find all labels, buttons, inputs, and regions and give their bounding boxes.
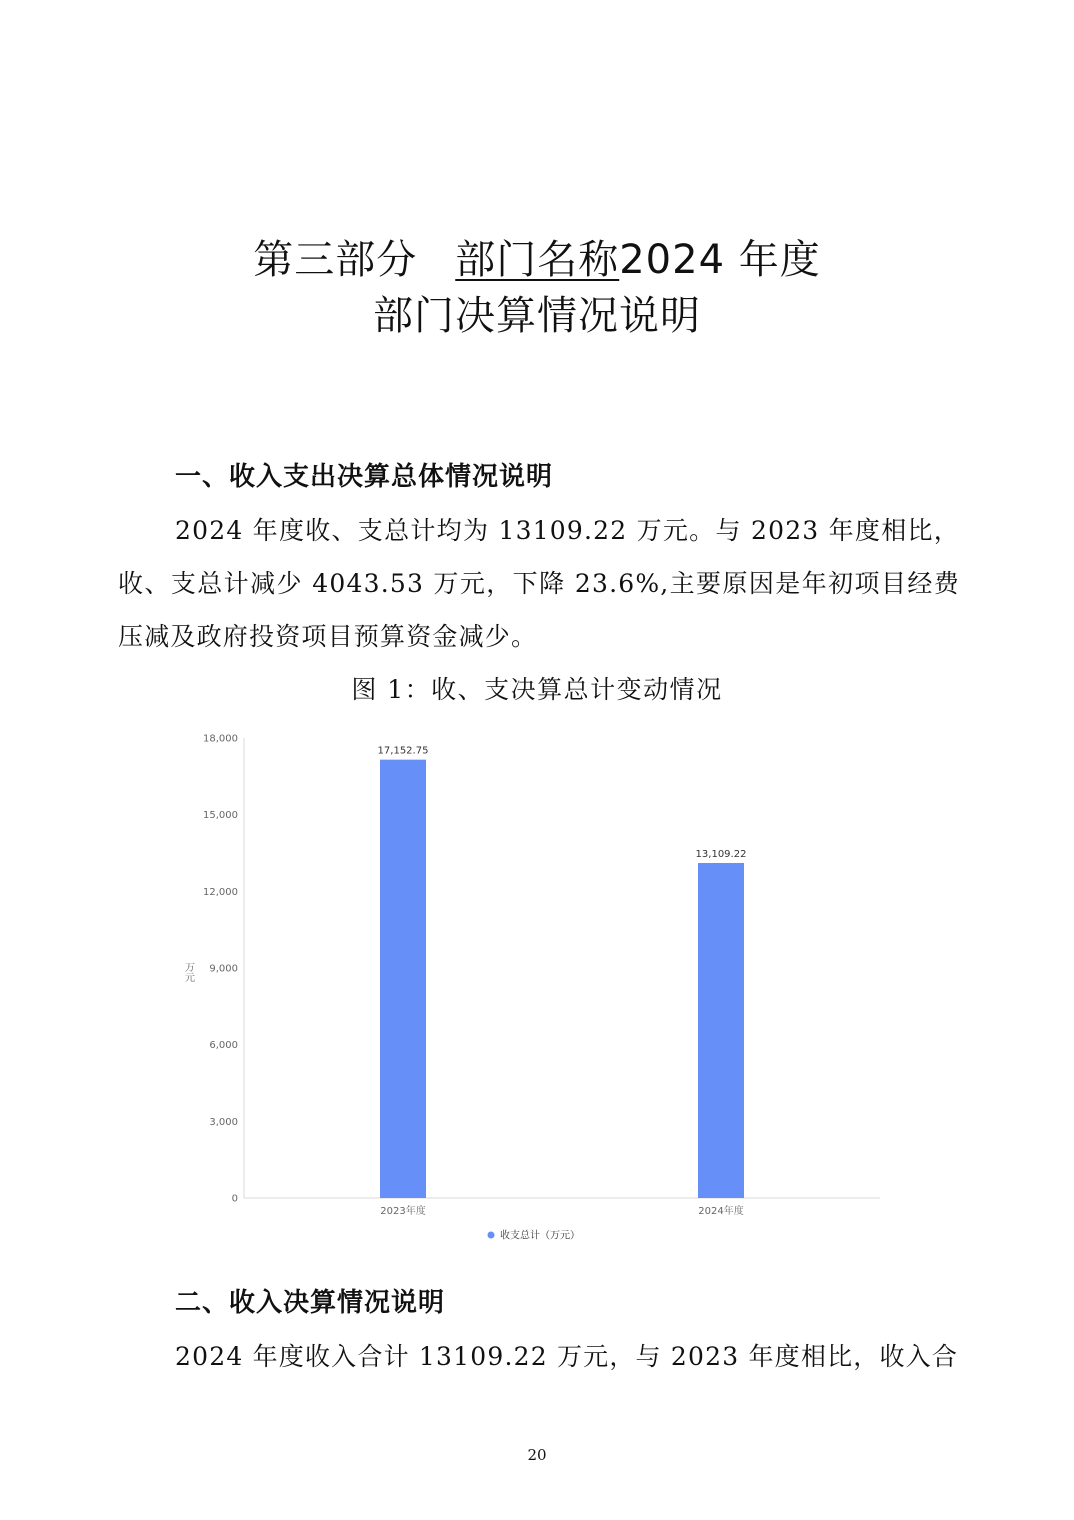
page-title-line2: 部门决算情况说明 [373, 293, 701, 339]
bar [698, 863, 744, 1198]
y-tick-label: 6,000 [209, 1040, 238, 1052]
bar-chart [170, 722, 890, 1252]
bar-value-label: 17,152.75 [377, 745, 429, 757]
section1-heading: 一、收入支出决算总体情况说明 [175, 462, 554, 492]
chart-legend [488, 1229, 581, 1242]
x-tick-label: 2023年度 [380, 1206, 426, 1217]
bar [380, 760, 426, 1198]
figure-caption: 图 1：收、支决算总计变动情况 [351, 675, 723, 704]
y-tick-label: 15,000 [203, 810, 238, 822]
section2-heading: 二、收入决算情况说明 [175, 1288, 446, 1318]
title-part: 第三部分 [253, 237, 418, 283]
y-tick-label: 18,000 [203, 733, 238, 745]
section2-paragraph: 2024 年度收入合计 13109.22 万元，与 2023 年度相比，收入合 [175, 1342, 959, 1371]
legend-marker [488, 1232, 495, 1239]
section1-paragraph: 2024 年度收、支总计均为 13109.22 万元。与 2023 年度相比，收、支总计减少 4043.53 万元，下降 23.6%,主要原因是年初项目经费压减及政府投资项目预算资金减少。 [118, 516, 960, 651]
legend-label: 收支总计（万元） [500, 1230, 580, 1242]
chart-ylabel: 万元 [182, 962, 194, 982]
title-year: 2024 年度 [619, 237, 821, 283]
page-title-line1 [0, 228, 1074, 285]
page-number: 20 [527, 1446, 547, 1464]
title-dept-name: 部门名称 [455, 237, 620, 283]
y-tick-label: 3,000 [209, 1116, 238, 1128]
y-tick-label: 0 [231, 1193, 238, 1205]
y-tick-label: 12,000 [203, 886, 238, 898]
y-tick-label: 9,000 [209, 963, 238, 975]
x-tick-label: 2024年度 [698, 1206, 744, 1217]
bar-value-label: 13,109.22 [695, 848, 747, 860]
